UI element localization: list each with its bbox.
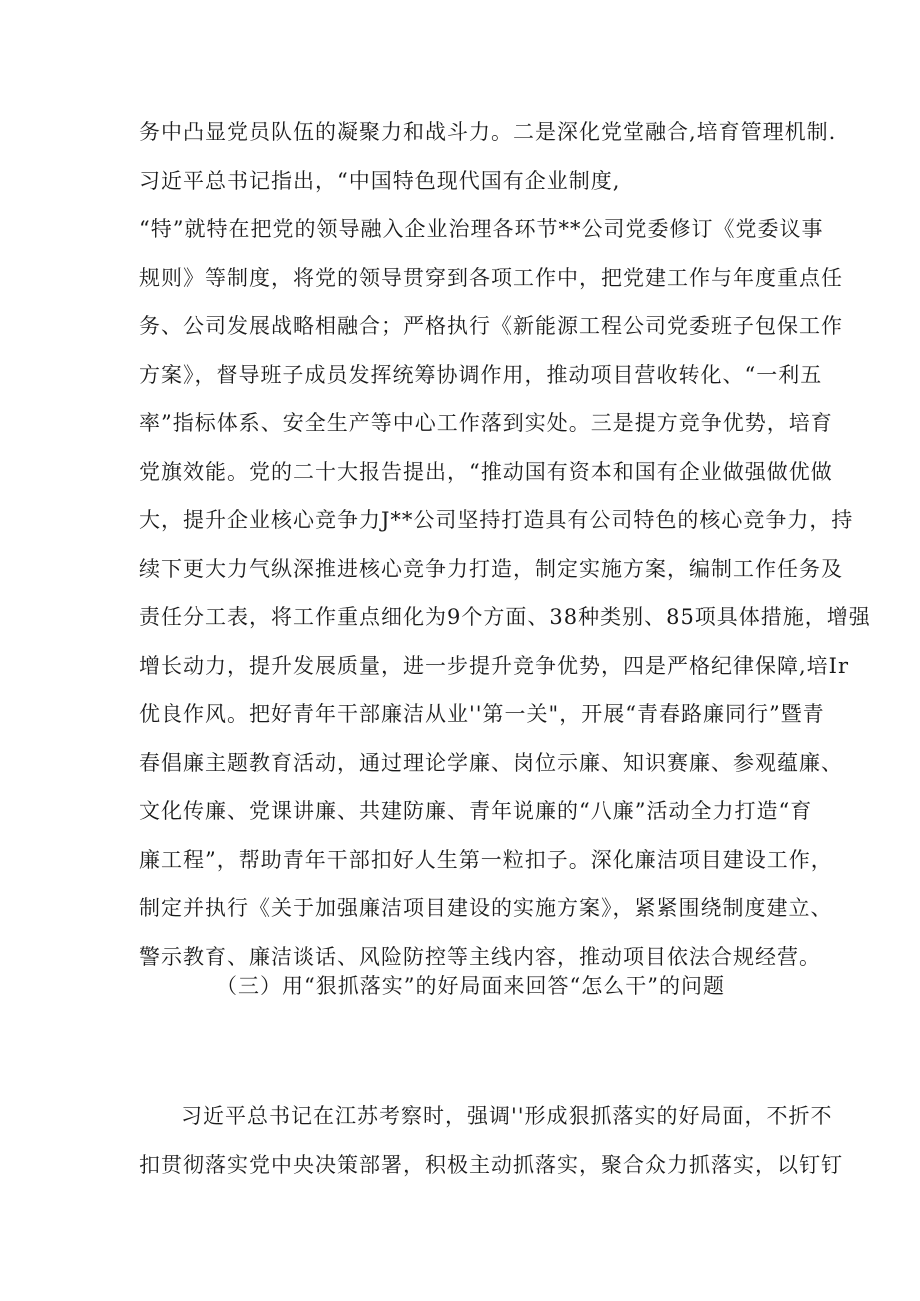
paragraph-line: 警示教育、廉洁谈话、风险防控等主线内容，推动项目依法合规经营。: [139, 944, 821, 969]
paragraph-line: 制定并执行《关于加强廉洁项目建设的实施方案》，紧紧围绕制度建立、: [139, 896, 833, 920]
paragraph-line: 务中凸显党员队伍的凝聚力和战斗力。二是深化党堂融合,培育管理机制.: [139, 120, 837, 144]
paragraph-line: 优良作风。把好青年干部廉洁从业''第一关"，开展“青春路廉同行”暨青: [139, 702, 825, 726]
section-heading: （三）用“狠抓落实”的好局面来回答“怎么干”的问题: [216, 974, 725, 998]
paragraph-line: 大，提升企业核心竞争力J**公司坚持打造具有公司特色的核心竞争力，持: [139, 508, 854, 532]
paragraph-line: 春倡廉主题教育活动，通过理论学廉、岗位示廉、知识赛廉、参观蕴廉、: [139, 750, 843, 775]
body-paragraph-1: [139, 108, 871, 981]
paragraph-line: 方案》，督导班子成员发挥统筹协调作用，推动项目营收转化、“一利五: [139, 362, 823, 387]
paragraph-line: 习近平总书记在江苏考察时，强调''形成狠抓落实的好局面，不折不: [181, 1104, 833, 1128]
paragraph-line: 务、公司发展战略相融合；严格执行《新能源工程公司党委班子包保工作: [139, 314, 843, 338]
paragraph-line: 责任分工表，将工作重点细化为9个方面、38种类别、85项具体措施，增强: [139, 605, 871, 629]
paragraph-line: 率”指标体系、安全生产等中心工作落到实处。三是提方竞争优势，培育: [139, 411, 833, 435]
paragraph-line: 续下更大力气纵深推进核心竞争力打造，制定实施方案，编制工作任务及: [139, 556, 843, 581]
paragraph-line: 习近平总书记指出，“中国特色现代国有企业制度,: [139, 168, 621, 193]
paragraph-line: 廉工程”，帮助青年干部扣好人生第一粒扣子。深化廉洁项目建设工作，: [139, 847, 833, 872]
paragraph-line: 增长动力，提升发展质量，进一步提升竞争优势，四是严格纪律保障,培Ir: [139, 653, 850, 678]
paragraph-line: 扣贯彻落实党中央决策部署，积极主动抓落实，聚合众力抓落实，以钉钉: [139, 1152, 843, 1177]
paragraph-line: 规则》等制度，将党的领导贯穿到各项工作中，把党建工作与年度重点任: [139, 265, 843, 290]
paragraph-line: 文化传廉、党课讲廉、共建防廉、青年说廉的“八廉”活动全力打造“育: [139, 799, 813, 823]
paragraph-line: “特”就特在把党的领导融入企业治理各环节**公司党委修订《党委议事: [139, 217, 824, 241]
body-paragraph-2: [139, 1092, 843, 1189]
paragraph-line: 党旗效能。党的二十大报告提出，“推动国有资本和国有企业做强做优做: [139, 459, 833, 484]
